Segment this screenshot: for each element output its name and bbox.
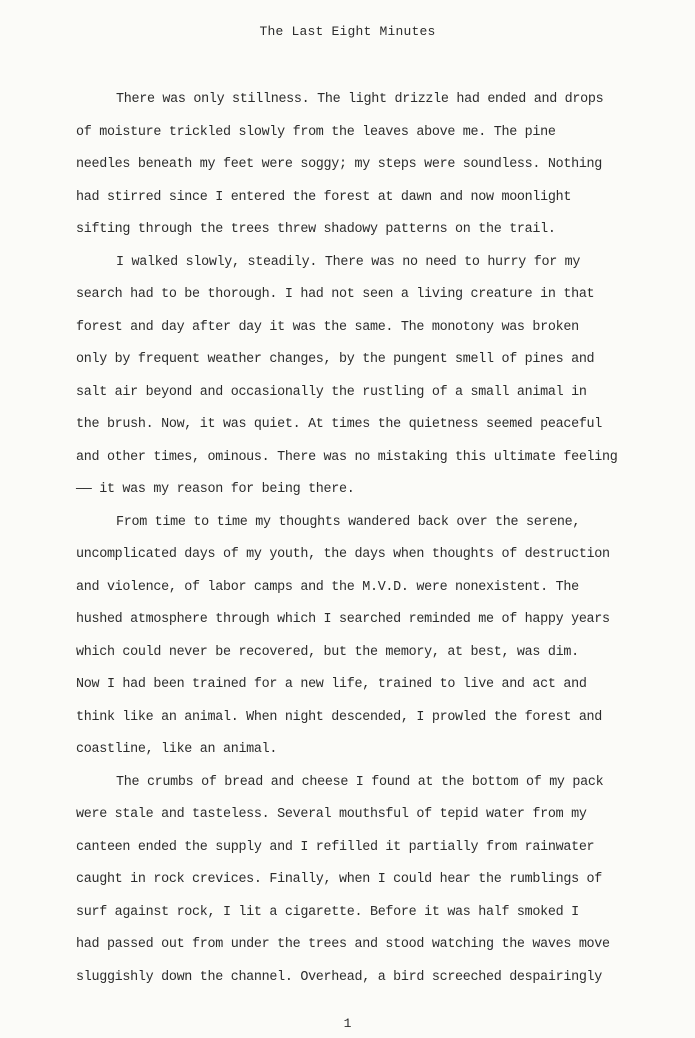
text-line: were stale and tasteless. Several mouthsful of tepid water from my — [76, 807, 587, 822]
text-line: coastline, like an animal. — [76, 742, 278, 757]
text-line: sifting through the trees threw shadowy patterns on the trail. — [76, 222, 556, 237]
text-line: of moisture trickled slowly from the leaves above me. The pine — [76, 124, 556, 140]
text-line: which could never be recovered, but the memory, at best, was dim. — [76, 644, 579, 660]
body-text — [76, 84, 676, 994]
text-line: The crumbs of bread and cheese I found at the bottom of my pack — [116, 774, 604, 790]
text-line: I walked slowly, steadily. There was no need to hurry for my — [116, 254, 581, 270]
text-line: canteen ended the supply and I refilled it partially from rainwater — [76, 839, 595, 855]
text-line: the brush. Now, it was quiet. At times the quietness seemed peaceful — [76, 417, 603, 432]
page-number: 1 — [343, 1016, 352, 1031]
text-line: Now I had been trained for a new life, trained to live and act and — [76, 677, 587, 692]
text-line: There was only stillness. The light drizzle had ended and drops — [116, 92, 604, 107]
text-line: needles beneath my feet were soggy; my steps were soundless. Nothing — [76, 157, 603, 172]
text-line: sluggishly down the channel. Overhead, a bird screeched despairingly — [76, 969, 603, 985]
text-line: salt air beyond and occasionally the rustling of a small animal in — [76, 384, 587, 400]
text-line: hushed atmosphere through which I searched reminded me of happy years — [76, 612, 610, 627]
text-line: caught in rock crevices. Finally, when I could hear the rumblings of — [76, 872, 603, 887]
text-line: and violence, of labor camps and the M.V.D. were nonexistent. The — [76, 579, 579, 595]
text-line: uncomplicated days of my youth, the days when thoughts of destruction — [76, 547, 610, 562]
text-line: only by frequent weather changes, by the pungent smell of pines and — [76, 352, 595, 367]
text-line: and other times, ominous. There was no mistaking this ultimate feeling — [76, 449, 618, 465]
text-line: had passed out from under the trees and stood watching the waves move — [76, 937, 610, 952]
text-line: —— it was my reason for being there. — [76, 482, 355, 497]
page-title: The Last Eight Minutes — [259, 24, 436, 39]
text-line: had stirred since I entered the forest at dawn and now moonlight — [76, 189, 572, 205]
text-line: From time to time my thoughts wandered back over the serene, — [116, 514, 581, 530]
text-line: search had to be thorough. I had not seen a living creature in that — [76, 287, 595, 302]
text-line: think like an animal. When night descended, I prowled the forest and — [76, 709, 603, 725]
text-line: surf against rock, I lit a cigarette. Before it was half smoked I — [76, 904, 579, 920]
text-line: forest and day after day it was the same. The monotony was broken — [76, 319, 579, 335]
